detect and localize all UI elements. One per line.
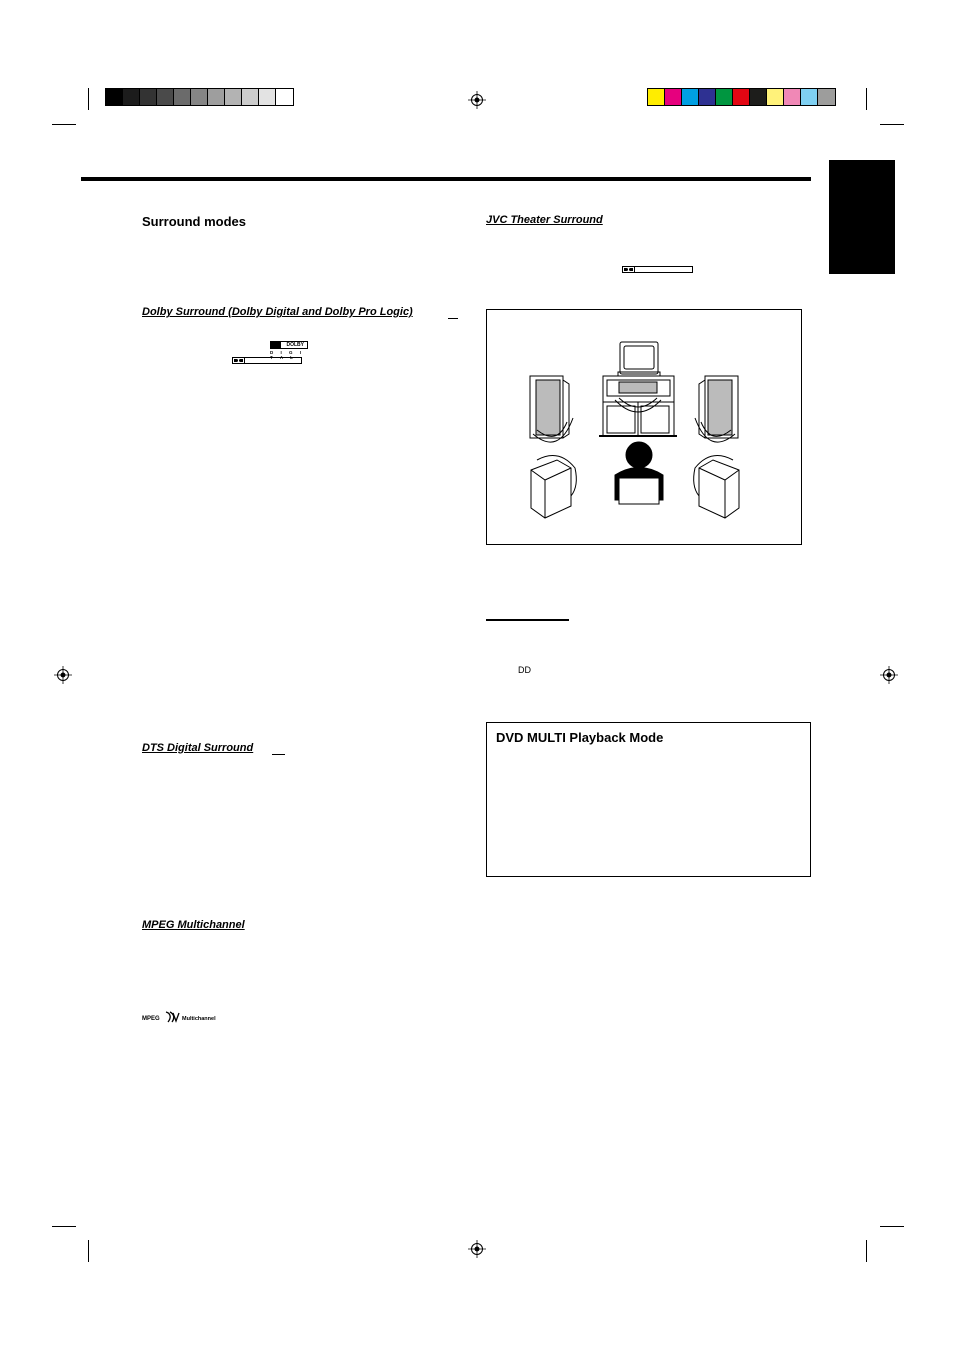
display-indicator-bar [622, 266, 693, 273]
dolby-logo-box: DOLBY [270, 341, 308, 349]
registration-mark-icon [54, 666, 72, 684]
registration-mark-icon [880, 666, 898, 684]
color-swatch [665, 89, 682, 105]
registration-mark-icon [468, 1240, 486, 1258]
color-swatch [801, 89, 818, 105]
dts-title: DTS Digital Surround [142, 742, 254, 754]
color-swatch [750, 89, 767, 105]
dvd-multi-playback-box [486, 722, 811, 877]
color-swatch [682, 89, 699, 105]
dolby-dd-mark-icon [271, 342, 281, 348]
gray-swatch [191, 89, 208, 105]
gray-swatch [225, 89, 242, 105]
color-swatch [818, 89, 835, 105]
color-swatch [767, 89, 784, 105]
dvd-multi-playback-title: DVD MULTI Playback Mode [496, 730, 664, 745]
crop-mark [88, 1240, 89, 1262]
gray-swatch [242, 89, 259, 105]
crop-mark [52, 124, 76, 125]
jvc-theater-surround-title: JVC Theater Surround [486, 214, 603, 226]
gray-swatch [157, 89, 174, 105]
dolby-dd-indicator-icon [233, 358, 245, 363]
gray-swatch [174, 89, 191, 105]
gray-swatch [208, 89, 225, 105]
crop-mark [866, 1240, 867, 1262]
gray-swatch [276, 89, 293, 105]
grayscale-calibration-strip [105, 88, 294, 106]
speaker-layout-illustration [487, 310, 801, 544]
color-swatch [784, 89, 801, 105]
color-swatch [699, 89, 716, 105]
dolby-surround-title: Dolby Surround (Dolby Digital and Dolby Pro Logic) [142, 306, 413, 318]
gray-swatch [106, 89, 123, 105]
color-swatch [716, 89, 733, 105]
crop-mark [880, 124, 904, 125]
note-heading-rule [486, 619, 569, 621]
gray-swatch [140, 89, 157, 105]
color-swatch [648, 89, 665, 105]
crop-mark [866, 88, 867, 110]
display-indicator-bar [232, 357, 302, 364]
gray-swatch [123, 89, 140, 105]
crop-mark [52, 1226, 76, 1227]
dolby-digital-logo [270, 341, 308, 360]
header-rule [81, 177, 811, 181]
surround-modes-heading: Surround modes [142, 214, 247, 229]
dd-symbol: DD [518, 665, 531, 675]
mpeg-logo-text: MPEG [142, 1016, 160, 1022]
mpeg-title: MPEG Multichannel [142, 919, 245, 931]
registration-mark-icon [468, 91, 486, 109]
svg-text:Multichannel: Multichannel [182, 1016, 216, 1022]
crop-mark [88, 88, 89, 110]
gray-swatch [259, 89, 276, 105]
color-calibration-strip [647, 88, 836, 106]
dolby-logo-digital-text: D I G I T A L [270, 350, 305, 360]
title-underline-extension [272, 754, 285, 755]
speaker-layout-figure [486, 309, 802, 545]
crop-mark [880, 1226, 904, 1227]
language-side-tab [829, 160, 895, 274]
mpeg-multichannel-logo [142, 1011, 224, 1023]
dolby-dd-indicator-icon [623, 267, 635, 272]
color-swatch [733, 89, 750, 105]
title-underline-extension [448, 318, 458, 319]
